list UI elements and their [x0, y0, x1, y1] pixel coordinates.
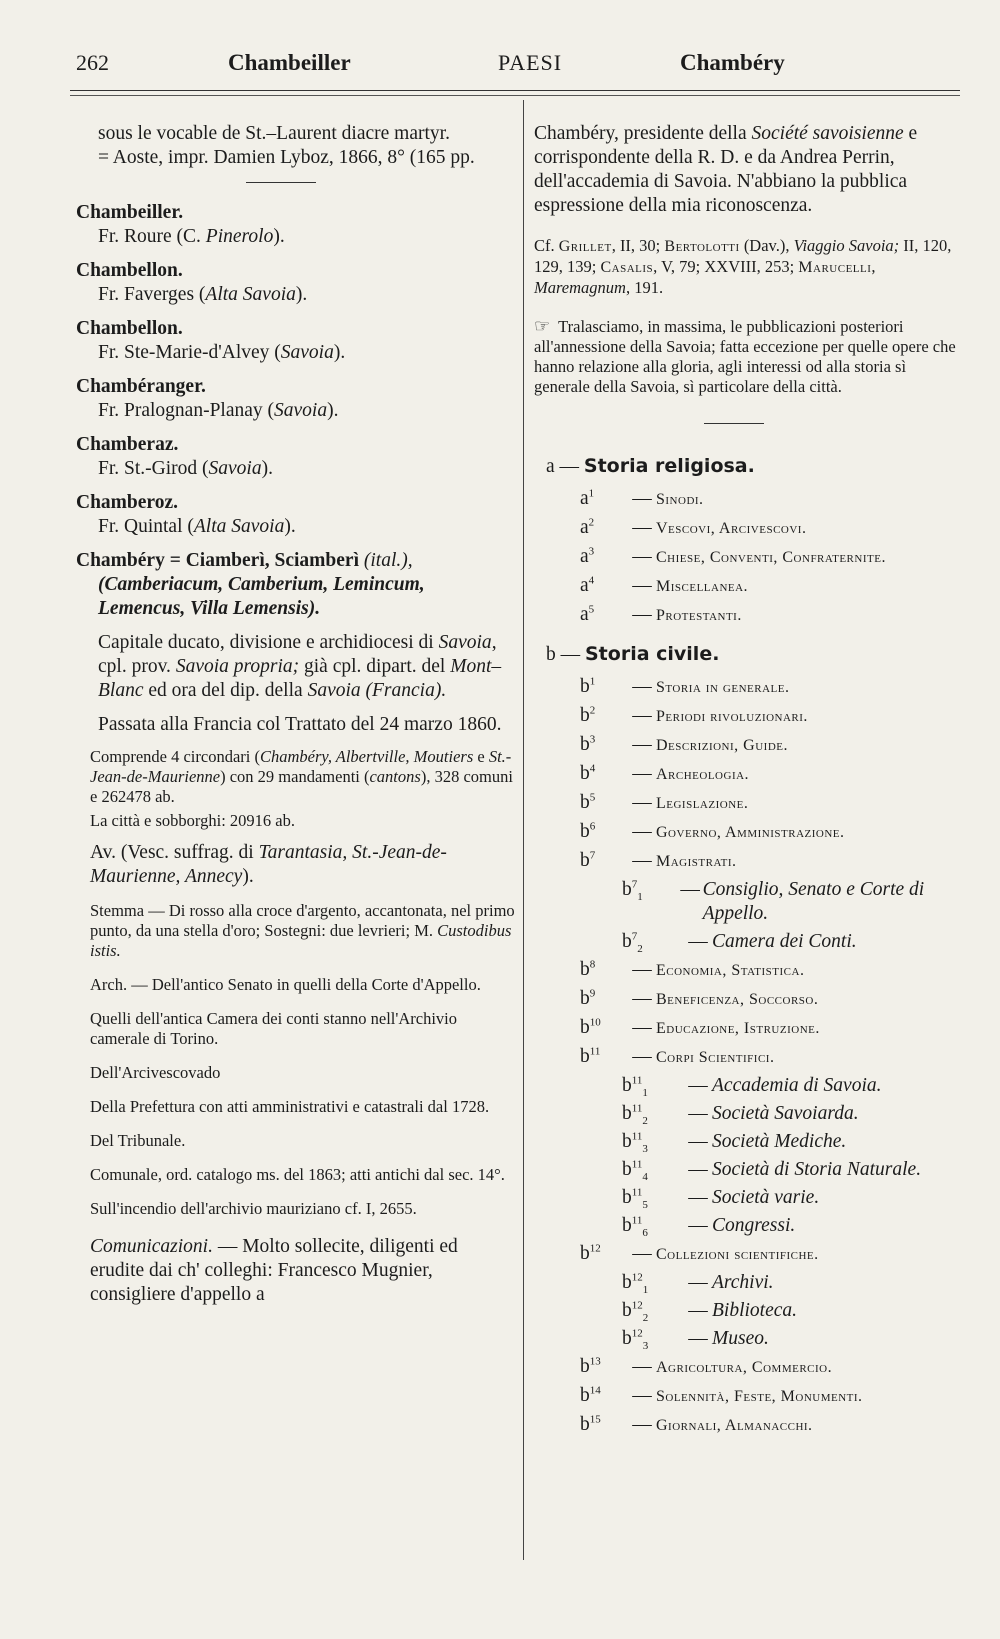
outline-code: $b^{11}_2$ [622, 1102, 648, 1127]
capitale-text: Capitale ducato, divisione e archidiocesi di [98, 632, 439, 653]
comprende-text-b: ) con 29 mandamenti ( [220, 767, 370, 786]
outline-code: $b^{12}_3$ [622, 1327, 649, 1352]
pointing-hand-icon: ☞ [534, 316, 551, 336]
outline-label: Chiese, Conventi, Confraternite. [656, 549, 886, 566]
place-entry [76, 491, 516, 539]
outline-label: Accademia di Savoia. [712, 1075, 882, 1096]
outline-label: Sinodi. [656, 491, 704, 508]
outline-label: Educazione, Istruzione. [656, 1020, 820, 1037]
ref-text-e: , [871, 257, 876, 276]
right-column [534, 122, 964, 1442]
running-head-left: Chambeiller [228, 50, 351, 75]
chambery-ital: (ital.), [363, 550, 413, 571]
comprende-maurienne: St.-Jean-de-Maurienne [90, 747, 512, 786]
place-location: Fr. Pralognan-Planay (Savoia). [98, 400, 339, 421]
comprende-paragraph [76, 747, 516, 807]
outline-item: $b^{12}_3$ — Museo. [622, 1327, 769, 1352]
prefettura-paragraph: Della Prefettura con atti amministrativi e catastrali dal 1728. [90, 1097, 490, 1116]
outline-code: $b^4$ [580, 762, 596, 784]
outline-item: $b^9$ — Beneficenza, Soccorso. [580, 987, 964, 1012]
chambery-entry [76, 549, 516, 621]
header-rule [70, 90, 960, 91]
stemma-motto: Custodibus istis. [90, 921, 512, 960]
outline-code: $b^6$ [580, 820, 596, 842]
capitale-mont-blanc: Mont–Blanc [98, 656, 502, 701]
outline-code: $b^1$ [580, 675, 596, 697]
outline-code: $a^3$ [580, 545, 595, 567]
outline-code: $b^3$ [580, 733, 596, 755]
place-entry [76, 433, 516, 481]
place-entry [76, 201, 516, 249]
outline-label: Giornali, Almanacchi. [656, 1417, 813, 1434]
stemma-paragraph [76, 901, 516, 961]
capitale-text-b: , cpl. prov. [98, 632, 497, 677]
outline-item: $b^{11}_1$ — Accademia di Savoia. [622, 1074, 882, 1099]
place-entry [76, 259, 516, 307]
av-close: ). [242, 866, 254, 887]
outline-code: $b^7$ [580, 849, 596, 871]
outline-item: $b^{13}$ — Agricoltura, Commercio. [580, 1355, 964, 1380]
outline-label: Periodi rivoluzionari. [656, 708, 808, 725]
section-b-heading [534, 642, 964, 667]
entry-list [76, 201, 516, 539]
outline-item: $a^4$ — Miscellanea. [580, 574, 964, 599]
outline-item: $b^4$ — Archeologia. [580, 762, 964, 787]
av-text: Av. (Vesc. suffrag. di [90, 842, 259, 863]
outline-label: Museo. [712, 1328, 769, 1349]
place-name: Chambeiller. [76, 202, 184, 223]
column-divider [523, 100, 524, 1560]
outline-code: $b^{12}_1$ [622, 1271, 649, 1296]
outline-code: $a^5$ [580, 603, 595, 625]
outline-item: $b^2$ — Periodi rivoluzionari. [580, 704, 964, 729]
outline-code: $b^{13}$ [580, 1355, 601, 1377]
capitale-text-d: ed ora del dip. della [143, 680, 308, 701]
outline-label: Consiglio, Senato e Corte di Appello. [702, 879, 925, 924]
section-a-heading [534, 454, 964, 479]
comprende-text-c: ), 328 comuni e 262478 ab. [90, 767, 513, 806]
place-location: Fr. Ste-Marie-d'Alvey (Savoia). [98, 342, 346, 363]
outline-label: Beneficenza, Soccorso. [656, 991, 819, 1008]
place-location: Fr. Roure (C. Pinerolo). [98, 226, 285, 247]
citta-paragraph: La città e sobborghi: 20916 ab. [90, 811, 295, 830]
comprende-and: e [473, 747, 489, 766]
outline-label: Economia, Statistica. [656, 962, 805, 979]
comprende-text: Comprende 4 circondari ( [90, 747, 260, 766]
outline-label: Società Savoiarda. [712, 1103, 859, 1124]
place-name: Chambellon. [76, 260, 183, 281]
av-paragraph [76, 841, 516, 889]
outline-item: $a^2$ — Vescovi, Arcivescovi. [580, 516, 964, 541]
continued-text: Chambéry, presidente della [534, 123, 752, 144]
outline-item: $b^{12}_1$ — Archivi. [622, 1271, 774, 1296]
outline-label: Biblioteca. [712, 1300, 798, 1321]
comunicazioni-text: — Molto sollecite, diligenti ed erudite dai ch' colleghi: Francesco Mugnier, consigliere d'appello a [90, 1236, 458, 1305]
outline-item: $b^3$ — Descrizioni, Guide. [580, 733, 964, 758]
place-name: Chambellon. [76, 318, 183, 339]
outline-item: $b^1$ — Storia in generale. [580, 675, 964, 700]
place-entry [76, 317, 516, 365]
outline-item: $b^{11}_2$ — Società Savoiarda. [622, 1102, 859, 1127]
incendio-paragraph: Sull'incendio dell'archivio mauriziano cf. I, 2655. [90, 1199, 417, 1218]
outline-code: $a^1$ [580, 487, 595, 509]
av-dioceses: Tarantasia, St.-Jean-de-Maurienne, Annecy [90, 842, 447, 887]
outline-label: Descrizioni, Guide. [656, 737, 788, 754]
outline-code: $b^7_2$ [622, 930, 643, 955]
outline-label: Storia in generale. [656, 679, 790, 696]
outline-item: $b^7_2$ — Camera dei Conti. [622, 930, 857, 955]
outline-code: $a^4$ [580, 574, 595, 596]
outline-item: $b^{11}_4$ — Società di Storia Naturale. [622, 1158, 922, 1183]
outline-item: $b^{10}$ — Educazione, Istruzione. [580, 1016, 964, 1041]
place-location: Fr. Quintal (Alta Savoia). [98, 516, 296, 537]
outline-code: $b^8$ [580, 958, 596, 980]
outline-item: $b^5$ — Legislazione. [580, 791, 964, 816]
ref-grillet: Grillet [558, 238, 612, 255]
left-column [76, 122, 516, 1307]
outline-code: $b^{11}_6$ [622, 1214, 648, 1239]
capitale-text-c: già cpl. dipart. del [299, 656, 451, 677]
running-head-center: PAESI [498, 50, 563, 75]
outline-label: Solennità, Feste, Monumenti. [656, 1388, 863, 1405]
comunale-paragraph: Comunale, ord. catalogo ms. del 1863; atti antichi dal sec. 14°. [90, 1165, 505, 1184]
intro-text-2: = Aoste, impr. Damien Lyboz, 1866, 8° (165 pp. [98, 147, 475, 168]
running-head-right: Chambéry [680, 50, 785, 75]
intro-text-1: sous le vocable de St.–Laurent diacre martyr. [98, 123, 450, 144]
section-separator [246, 182, 316, 183]
outline-label: Vescovi, Arcivescovi. [656, 520, 807, 537]
section-a-dash: — [559, 456, 580, 477]
ref-text-d: , V, 79; XXVIII, 253; [653, 257, 799, 276]
tralasciamo-paragraph [534, 316, 964, 397]
tralasciamo-text: Tralasciamo, in massima, le pubblicazioni posteriori all'annessione della Savoia; fatta eccezione per quelle opere che hanno relazione alla gloria, agli interessi od alla storia sì generale della Savoia, sì particolare della città. [534, 317, 956, 396]
outline-code: $b^{10}$ [580, 1016, 601, 1038]
outline-item: $b^{12}_2$ — Biblioteca. [622, 1299, 798, 1324]
outline-item: $b^{12}$ — Collezioni scientifiche. [580, 1242, 964, 1267]
outline-code: $b^2$ [580, 704, 596, 726]
comunicazioni-label: Comunicazioni. [90, 1236, 213, 1257]
capitale-paragraph [76, 631, 516, 703]
ref-viaggio: Viaggio Savoia; [793, 236, 900, 255]
outline-item: $b^{11}_6$ — Congressi. [622, 1214, 796, 1239]
place-entry [76, 375, 516, 423]
outline-code: $b^{12}_2$ [622, 1299, 649, 1324]
header-rule-secondary [70, 95, 960, 96]
continued-paragraph [534, 122, 964, 218]
outline-code: $b^7_1$ [622, 878, 643, 903]
place-location: Fr. Faverges (Alta Savoia). [98, 284, 308, 305]
outline-code: $b^5$ [580, 791, 596, 813]
section-b-letter: b [546, 644, 556, 665]
outline-item: $b^8$ — Economia, Statistica. [580, 958, 964, 983]
place-location: Fr. St.-Girod (Savoia). [98, 458, 273, 479]
outline-code: $b^{11}_5$ [622, 1186, 648, 1211]
outline-label: Miscellanea. [656, 578, 749, 595]
stemma-text: Stemma — Di rosso alla croce d'argento, accantonata, nel primo punto, da una stella d'oro; Sostegni: due levrieri; M. [90, 901, 515, 940]
outline-item: $b^{15}$ — Giornali, Almanacchi. [580, 1413, 964, 1438]
section-a-list [534, 487, 964, 628]
passata-paragraph: Passata alla Francia col Trattato del 24 marzo 1860. [98, 714, 502, 735]
ref-bertolotti: Bertolotti [664, 238, 740, 255]
outline-label: Archivi. [712, 1272, 774, 1293]
place-name: Chamberoz. [76, 492, 179, 513]
societe-savoisienne: Société savoisienne [751, 123, 904, 144]
outline-item: $a^3$ — Chiese, Conventi, Confraternite. [580, 545, 964, 570]
outline-item: $b^{14}$ — Solennità, Feste, Monumenti. [580, 1384, 964, 1409]
place-name: Chamberaz. [76, 434, 179, 455]
tribunale-paragraph: Del Tribunale. [90, 1131, 186, 1150]
outline-code: $b^9$ [580, 987, 596, 1009]
outline-item: $b^7_1$ — Consiglio, Senato e Corte di Appello. [580, 878, 964, 926]
references-paragraph [534, 236, 964, 298]
camera-conti-paragraph: Quelli dell'antica Camera dei conti stanno nell'Archivio camerale di Torino. [90, 1009, 457, 1048]
section-a-title: Storia religiosa. [583, 455, 755, 477]
comprende-cantons: cantons [369, 767, 421, 786]
outline-code: $b^{11}_4$ [622, 1158, 648, 1183]
chambery-latin-names: (Camberiacum, Camberium, Lemincum, Lemencus, Villa Lemensis). [98, 574, 425, 619]
outline-item: $a^5$ — Protestanti. [580, 603, 964, 628]
section-b-list [534, 675, 964, 1438]
place-name: Chambéranger. [76, 376, 206, 397]
outline-label: Legislazione. [656, 795, 749, 812]
section-a-letter: a [546, 456, 555, 477]
outline-code: $b^{12}$ [580, 1242, 601, 1264]
outline-item: $a^1$ — Sinodi. [580, 487, 964, 512]
outline-label: Archeologia. [656, 766, 750, 783]
ref-text-c: II, 120, 129, 139; [534, 236, 952, 276]
ref-text: , II, 30; [611, 236, 665, 255]
comprende-circondari: Chambéry, Albertville, Moutiers [259, 747, 474, 766]
outline-code: $b^{11}$ [580, 1045, 601, 1067]
outline-label: Governo, Amministrazione. [656, 824, 845, 841]
comunicazioni-paragraph [76, 1235, 516, 1307]
ref-casalis: Casalis [600, 259, 654, 276]
outline-label: Corpi Scientifici. [656, 1049, 775, 1066]
section-b-dash: — [560, 644, 581, 665]
outline-label: Società di Storia Naturale. [712, 1159, 922, 1180]
outline-label: Società Mediche. [712, 1131, 847, 1152]
chambery-title: Chambéry = Ciamberì, Sciamberì [76, 550, 359, 571]
outline-label: Congressi. [712, 1215, 796, 1236]
capitale-savoia: Savoia [438, 632, 492, 653]
page-number: 262 [76, 50, 109, 75]
outline-label: Magistrati. [656, 853, 737, 870]
outline-code: $a^2$ [580, 516, 595, 538]
outline-label: Società varie. [712, 1187, 820, 1208]
outline-code: $b^{11}_1$ [622, 1074, 648, 1099]
arch-paragraph: Arch. — Dell'antico Senato in quelli della Corte d'Appello. [90, 975, 481, 994]
cf-label: Cf. [534, 236, 559, 255]
outline-item: $b^6$ — Governo, Amministrazione. [580, 820, 964, 845]
arcivescovado-paragraph: Dell'Arcivescovado [90, 1063, 221, 1082]
outline-code: $b^{14}$ [580, 1384, 601, 1406]
capitale-savoia-propria: Savoia propria; [175, 656, 300, 677]
outline-item: $b^7$ — Magistrati. [580, 849, 964, 874]
outline-label: Collezioni scientifiche. [656, 1246, 819, 1263]
ref-marucelli: Marucelli [798, 259, 872, 276]
capitale-savoia-francia: Savoia (Francia). [307, 680, 447, 701]
outline-item: $b^{11}_5$ — Società varie. [622, 1186, 820, 1211]
outline-label: Camera dei Conti. [712, 931, 857, 952]
outline-code: $b^{15}$ [580, 1413, 601, 1435]
ref-text-f: , 191. [625, 278, 664, 297]
outline-label: Protestanti. [656, 607, 742, 624]
ref-maremagnum: Maremagnum [534, 278, 626, 297]
outline-item: $b^{11}$ — Corpi Scientifici. [580, 1045, 964, 1070]
outline-label: Agricoltura, Commercio. [656, 1359, 833, 1376]
section-separator-right [704, 423, 764, 424]
continued-text-b: e corrispondente della R. D. e da Andrea Perrin, dell'accademia di Savoia. N'abbiano la pubblica espressione della mia riconoscenza. [534, 123, 918, 216]
ref-text-b: (Dav.), [739, 236, 794, 255]
outline-item: $b^{11}_3$ — Società Mediche. [622, 1130, 847, 1155]
outline-code: $b^{11}_3$ [622, 1130, 648, 1155]
section-b-title: Storia civile. [585, 643, 720, 665]
